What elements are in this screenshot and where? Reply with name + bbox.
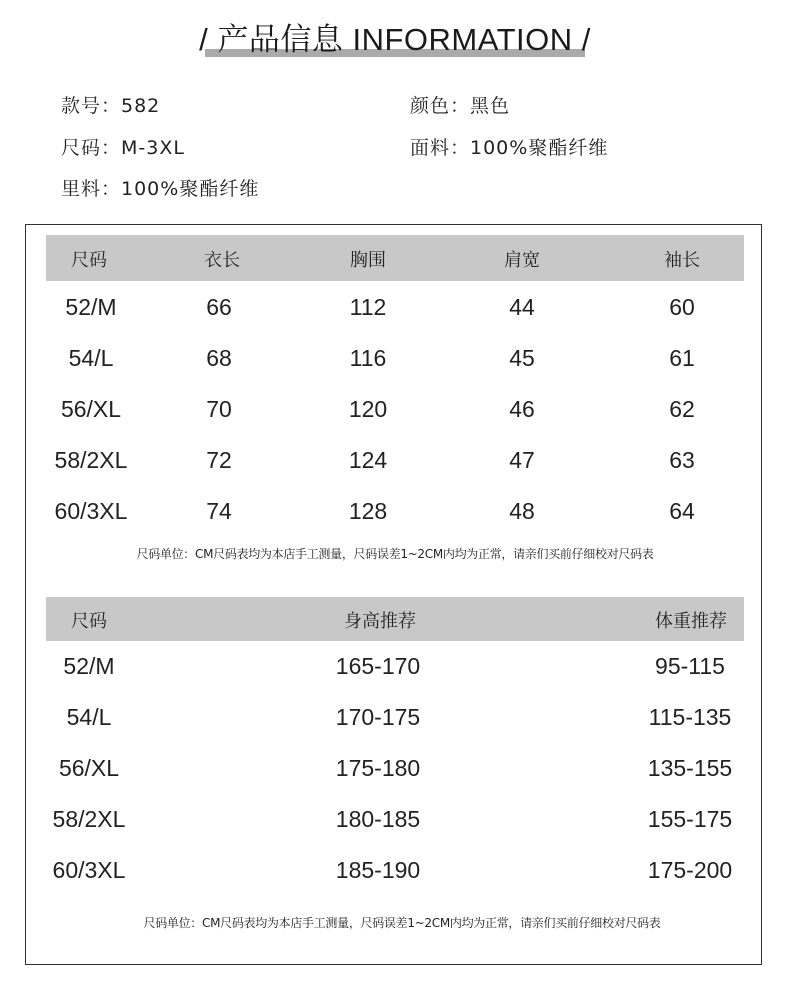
table-row [0, 806, 790, 846]
cell-height: 170-175 [335, 704, 421, 730]
cell-height: 180-185 [335, 806, 421, 832]
table-row [0, 653, 790, 693]
cell-height: 165-170 [335, 653, 421, 679]
cell-height: 175-180 [335, 755, 421, 781]
cell-chest: 128 [348, 498, 388, 524]
table-row [0, 294, 790, 334]
col-header-weight: 体重推荐 [655, 611, 727, 632]
col-header-height: 身高推荐 [344, 611, 416, 632]
cell-size: 60/3XL [54, 498, 128, 524]
cell-shoulder: 47 [509, 447, 535, 473]
col-header-shoulder: 肩宽 [504, 250, 540, 271]
cell-size: 60/3XL [52, 857, 126, 883]
table-row [0, 345, 790, 385]
cell-size: 58/2XL [54, 447, 128, 473]
cell-shoulder: 45 [509, 345, 535, 371]
cell-length: 72 [206, 447, 232, 473]
cell-length: 68 [206, 345, 232, 371]
table-row [0, 755, 790, 795]
cell-size: 56/XL [60, 396, 122, 422]
cell-sleeve: 63 [669, 447, 695, 473]
cell-weight: 135-155 [647, 755, 733, 781]
col-header-length: 衣长 [204, 250, 240, 271]
table-row [0, 498, 790, 538]
cell-size: 52/M [65, 294, 117, 320]
cell-weight: 175-200 [647, 857, 733, 883]
cell-shoulder: 44 [509, 294, 535, 320]
cell-chest: 124 [348, 447, 388, 473]
cell-size: 56/XL [58, 755, 120, 781]
color-info: 颜色：黑色 [410, 95, 511, 117]
cell-size: 54/L [66, 704, 112, 730]
cell-weight: 95-115 [655, 653, 725, 679]
style-number: 款号：582 [61, 95, 161, 117]
cell-weight: 115-135 [648, 704, 732, 730]
cell-size: 54/L [68, 345, 114, 371]
cell-shoulder: 48 [509, 498, 535, 524]
page-header [0, 14, 790, 59]
col-header-size: 尺码 [71, 611, 107, 632]
cell-chest: 116 [349, 345, 387, 371]
measurement-table-header [46, 235, 744, 281]
size-chart-frame [25, 224, 762, 965]
cell-length: 74 [206, 498, 232, 524]
cell-shoulder: 46 [509, 396, 535, 422]
col-header-sleeve: 袖长 [664, 250, 700, 271]
measurement-note: 尺码单位：CM尺码表均为本店手工测量，尺码误差1~2CM内均为正常，请亲们买前仔细校对尺码表 [136, 547, 654, 561]
cell-length: 66 [206, 294, 232, 320]
cell-size: 52/M [63, 653, 115, 679]
cell-height: 185-190 [335, 857, 421, 883]
fabric-info: 面料：100%聚酯纤维 [410, 137, 609, 159]
cell-size: 58/2XL [52, 806, 126, 832]
col-header-size: 尺码 [71, 250, 107, 271]
cell-sleeve: 61 [669, 345, 695, 371]
table-row [0, 447, 790, 487]
table-row [0, 857, 790, 897]
table-row [0, 396, 790, 436]
cell-weight: 155-175 [647, 806, 733, 832]
page-title: / 产品信息 INFORMATION / [195, 14, 595, 59]
cell-chest: 120 [348, 396, 388, 422]
recommendation-note: 尺码单位：CM尺码表均为本店手工测量，尺码误差1~2CM内均为正常，请亲们买前仔细校对尺码表 [143, 916, 661, 930]
cell-sleeve: 60 [669, 294, 695, 320]
col-header-chest: 胸围 [350, 250, 386, 271]
size-range: 尺码：M-3XL [61, 137, 185, 159]
cell-chest: 112 [349, 294, 387, 320]
table-row [0, 704, 790, 744]
lining-info: 里料：100%聚酯纤维 [61, 178, 260, 200]
cell-sleeve: 62 [669, 396, 695, 422]
cell-length: 70 [206, 396, 232, 422]
cell-sleeve: 64 [669, 498, 695, 524]
